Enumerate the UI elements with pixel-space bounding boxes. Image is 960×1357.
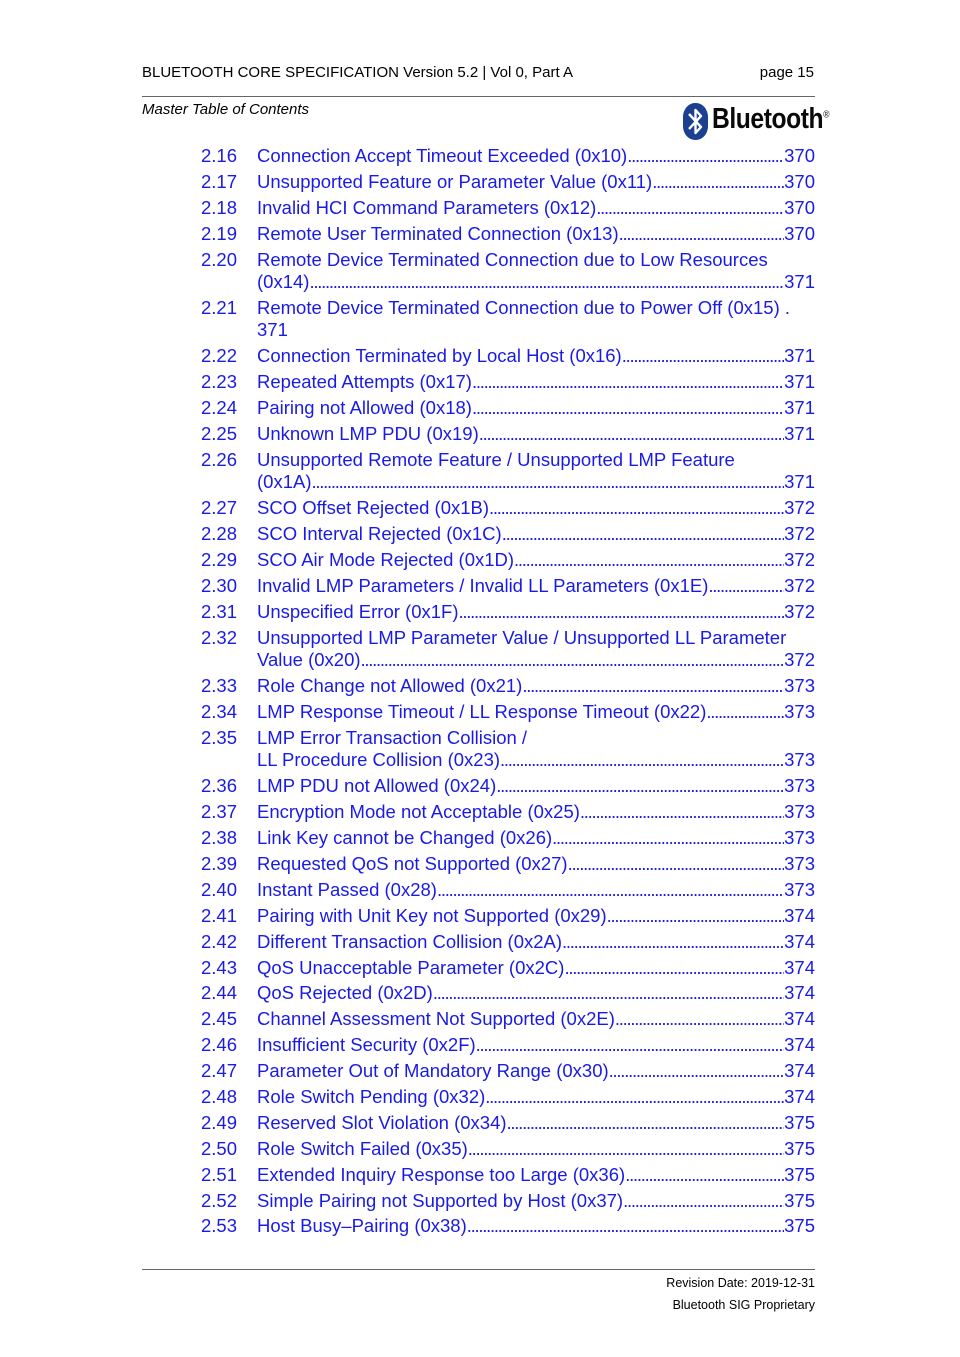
- toc-entry[interactable]: [201, 957, 815, 980]
- toc-entry-body: [257, 345, 815, 368]
- toc-dot-leader: [652, 171, 784, 194]
- toc-page-number: 374: [784, 1086, 815, 1107]
- toc-entry[interactable]: [201, 297, 815, 342]
- toc-entry[interactable]: [201, 931, 815, 954]
- toc-entry-title: Connection Accept Timeout Exceeded (0x10): [257, 145, 628, 166]
- toc-dot-leader: [622, 345, 784, 368]
- toc-entry-title: LMP Error Transaction Collision /: [257, 726, 528, 748]
- toc-entry-number: 2.24: [201, 397, 238, 419]
- toc-entry-number: 2.19: [201, 222, 238, 244]
- toc-entry-line: [257, 601, 815, 624]
- toc-entry-title: Pairing not Allowed (0x18): [257, 397, 472, 419]
- toc-dot-leader: [485, 1086, 784, 1109]
- toc-dot-leader: [479, 423, 784, 446]
- toc-entry-title: Simple Pairing not Supported by Host (0x37): [257, 1189, 624, 1211]
- toc-entry-number: 2.30: [201, 574, 238, 596]
- toc-dot-leader: [708, 575, 784, 598]
- toc-entry-number: 2.34: [201, 701, 238, 723]
- toc-dot-leader: [619, 223, 785, 246]
- toc-entry-number: 2.23: [201, 371, 238, 393]
- toc-entry[interactable]: [201, 853, 815, 876]
- toc-entry[interactable]: [201, 1086, 815, 1109]
- toc-entry-line: [257, 523, 815, 546]
- toc-dot-leader: [580, 801, 784, 824]
- table-of-contents: [201, 145, 815, 1241]
- toc-page-number: 375: [784, 1215, 815, 1237]
- toc-entry-number: 2.39: [201, 852, 238, 874]
- toc-entry-line: [257, 397, 815, 420]
- toc-entry-line: [257, 801, 815, 824]
- toc-entry-title: SCO Air Mode Rejected (0x1D): [257, 549, 515, 571]
- toc-entry-line: [257, 449, 815, 472]
- toc-entry-body: [257, 775, 815, 798]
- toc-page-number: 371: [784, 397, 815, 419]
- toc-entry-number: 2.32: [201, 626, 238, 648]
- toc-dot-leader: [489, 497, 784, 520]
- toc-entry-title: Parameter Out of Mandatory Range (0x30): [257, 1060, 609, 1082]
- toc-entry-title: Pairing with Unit Key not Supported (0x29): [257, 904, 607, 926]
- toc-entry[interactable]: [201, 1060, 815, 1083]
- toc-page-number: 373: [784, 775, 815, 797]
- toc-entry-line: [257, 345, 815, 368]
- toc-page-number: 375: [784, 1163, 815, 1185]
- toc-dot-leader: [706, 701, 784, 724]
- toc-entry-line: [257, 145, 815, 168]
- toc-entry-title: Host Busy–Pairing (0x38): [257, 1215, 467, 1237]
- toc-entry-number: 2.26: [201, 448, 238, 470]
- toc-entry-title: Requested QoS not Supported (0x27): [257, 852, 568, 874]
- toc-entry[interactable]: [201, 1112, 815, 1135]
- toc-entry-line: [257, 627, 815, 650]
- toc-entry-body: [257, 727, 815, 772]
- toc-dot-leader: [522, 675, 784, 698]
- toc-entry-body: [257, 523, 815, 546]
- toc-entry-line: [257, 171, 815, 194]
- toc-entry[interactable]: [201, 827, 815, 850]
- toc-entry-title: Instant Passed (0x28): [257, 878, 437, 900]
- toc-page-number: 374: [784, 1060, 815, 1082]
- toc-entry[interactable]: [201, 982, 815, 1005]
- revision-date: Revision Date: 2019-12-31: [666, 1276, 815, 1290]
- toc-entry-number: 2.20: [201, 248, 238, 270]
- toc-page-number: 371: [784, 345, 815, 367]
- toc-entry-title: 371: [257, 319, 288, 341]
- toc-page-number: 375: [784, 1189, 815, 1211]
- toc-page-number: 373: [784, 801, 815, 823]
- toc-entry-line: [257, 957, 815, 980]
- toc-entry-body: [257, 1215, 815, 1238]
- toc-page-number: 372: [784, 523, 815, 545]
- toc-dot-leader: [609, 1060, 784, 1083]
- toc-entry[interactable]: [201, 801, 815, 824]
- toc-entry-number: 2.38: [201, 827, 238, 849]
- toc-entry-title: Encryption Mode not Acceptable (0x25): [257, 801, 580, 823]
- toc-entry[interactable]: [201, 423, 815, 446]
- toc-entry-number: 2.42: [201, 930, 238, 952]
- toc-entry-number: 2.49: [201, 1111, 238, 1133]
- toc-entry-body: [257, 297, 815, 342]
- toc-entry-line: [257, 749, 815, 772]
- toc-entry[interactable]: [201, 397, 815, 420]
- toc-entry-number: 2.22: [201, 345, 238, 367]
- toc-entry-number: 2.28: [201, 523, 238, 545]
- toc-entry[interactable]: [201, 601, 815, 624]
- toc-entry-title: Extended Inquiry Response too Large (0x36): [257, 1163, 626, 1185]
- toc-entry-number: 2.29: [201, 549, 238, 571]
- toc-page-number: 373: [784, 852, 815, 874]
- toc-page-number: 371: [784, 271, 815, 293]
- toc-entry-title: LMP Response Timeout / LL Response Timeout (0x22): [257, 701, 707, 723]
- toc-entry-title: SCO Interval Rejected (0x1C): [257, 523, 502, 545]
- toc-entry-body: [257, 1060, 815, 1083]
- toc-entry-title: Unsupported Feature or Parameter Value (0x11): [257, 170, 653, 192]
- toc-page-number: 370: [784, 222, 815, 244]
- toc-dot-leader: [467, 1215, 784, 1238]
- toc-page-number: 374: [784, 982, 815, 1004]
- toc-dot-leader: [607, 905, 784, 928]
- toc-entry-title: QoS Unacceptable Parameter (0x2C): [257, 956, 565, 978]
- toc-entry-line: [257, 223, 815, 246]
- toc-entry-body: [257, 397, 815, 420]
- toc-entry-number: 2.41: [201, 904, 238, 926]
- toc-entry-title: Repeated Attempts (0x17): [257, 371, 472, 393]
- toc-dot-leader: [468, 1138, 784, 1161]
- toc-entry[interactable]: [201, 1190, 815, 1213]
- toc-entry-body: [257, 1112, 815, 1135]
- toc-dot-leader: [568, 853, 785, 876]
- toc-entry-line: [257, 905, 815, 928]
- toc-dot-leader: [459, 601, 785, 624]
- toc-entry-line: [257, 1086, 815, 1109]
- toc-entry-line: [257, 423, 815, 446]
- toc-entry-body: [257, 879, 815, 902]
- toc-entry-body: [257, 223, 815, 246]
- toc-entry-body: [257, 1086, 815, 1109]
- toc-entry-number: 2.21: [201, 296, 238, 318]
- toc-entry-title: Invalid HCI Command Parameters (0x12): [257, 196, 597, 218]
- toc-dot-leader: [433, 982, 784, 1005]
- toc-entry-number: 2.33: [201, 675, 238, 697]
- toc-entry[interactable]: [201, 1215, 815, 1238]
- toc-page-number: 371: [784, 471, 815, 493]
- toc-entry-line: [257, 879, 815, 902]
- toc-dot-leader: [309, 271, 784, 294]
- toc-entry-number: 2.47: [201, 1060, 238, 1082]
- toc-page-number: 373: [784, 701, 815, 723]
- toc-dot-leader: [564, 957, 784, 980]
- toc-entry-number: 2.37: [201, 801, 238, 823]
- toc-entry-title: Insufficient Security (0x2F): [257, 1034, 476, 1056]
- proprietary-notice: Bluetooth SIG Proprietary: [672, 1298, 815, 1312]
- toc-page-number: 374: [784, 1008, 815, 1030]
- toc-page-number: 373: [784, 827, 815, 849]
- toc-entry-line: [257, 271, 815, 294]
- toc-dot-leader: [500, 749, 784, 772]
- toc-page-number: 374: [784, 1034, 815, 1056]
- toc-entry-title: Role Switch Failed (0x35): [257, 1137, 468, 1159]
- toc-entry-body: [257, 601, 815, 624]
- toc-entry-body: [257, 827, 815, 850]
- toc-entry-title: (0x14): [257, 271, 310, 293]
- toc-entry-line: [257, 371, 815, 394]
- toc-entry-body: [257, 1034, 815, 1057]
- toc-entry-line: [257, 1138, 815, 1161]
- toc-entry-line: [257, 649, 815, 672]
- toc-entry[interactable]: [201, 145, 815, 168]
- toc-dot-leader: [476, 1034, 784, 1057]
- toc-entry-line: [257, 727, 815, 750]
- document-title: BLUETOOTH CORE SPECIFICATION Version 5.2 | Vol 0, Part A: [142, 64, 573, 81]
- toc-entry-number: 2.36: [201, 775, 238, 797]
- toc-entry-line: [257, 575, 815, 598]
- toc-entry-title: Remote User Terminated Connection (0x13): [257, 222, 619, 244]
- toc-entry-body: [257, 145, 815, 168]
- toc-entry-title: Role Change not Allowed (0x21): [257, 675, 523, 697]
- toc-page-number: 372: [784, 600, 815, 622]
- toc-entry-line: [257, 827, 815, 850]
- toc-page-number: 372: [784, 549, 815, 571]
- toc-dot-leader: [312, 471, 785, 494]
- toc-dot-leader: [562, 931, 784, 954]
- toc-dot-leader: [472, 371, 784, 394]
- toc-dot-leader: [623, 1190, 784, 1213]
- toc-entry-line: [257, 549, 815, 572]
- toc-entry-line: [257, 1164, 815, 1187]
- toc-entry[interactable]: [201, 1034, 815, 1057]
- toc-entry-number: 2.16: [201, 145, 238, 166]
- toc-entry-line: [257, 197, 815, 220]
- toc-entry-line: [257, 1215, 815, 1238]
- toc-entry[interactable]: [201, 905, 815, 928]
- toc-entry-body: [257, 627, 815, 672]
- toc-dot-leader: [507, 1112, 785, 1135]
- toc-entry-number: 2.45: [201, 1008, 238, 1030]
- toc-entry-title: Different Transaction Collision (0x2A): [257, 930, 563, 952]
- toc-entry-body: [257, 905, 815, 928]
- toc-entry-number: 2.27: [201, 497, 238, 519]
- toc-page-number: 371: [784, 423, 815, 445]
- toc-entry[interactable]: [201, 249, 815, 294]
- bluetooth-logo: [683, 103, 830, 141]
- toc-entry-number: 2.53: [201, 1215, 238, 1237]
- toc-page-number: 375: [784, 1111, 815, 1133]
- toc-entry-line: [257, 297, 815, 320]
- toc-page-number: 375: [784, 1137, 815, 1159]
- toc-entry-number: 2.43: [201, 956, 238, 978]
- toc-entry-number: 2.50: [201, 1137, 238, 1159]
- section-label: Master Table of Contents: [142, 101, 310, 118]
- toc-entry-body: [257, 982, 815, 1005]
- toc-entry[interactable]: [201, 1164, 815, 1187]
- toc-entry[interactable]: [201, 497, 815, 520]
- toc-entry-number: 2.48: [201, 1086, 238, 1107]
- toc-entry-body: [257, 497, 815, 520]
- toc-entry[interactable]: [201, 879, 815, 902]
- toc-entry[interactable]: [201, 575, 815, 598]
- toc-entry-title: (0x1A): [257, 471, 312, 493]
- toc-entry-line: [257, 931, 815, 954]
- toc-entry[interactable]: [201, 627, 815, 672]
- toc-entry-number: 2.18: [201, 196, 238, 218]
- toc-entry-title: Channel Assessment Not Supported (0x2E): [257, 1008, 615, 1030]
- toc-entry-line: [257, 471, 815, 494]
- toc-entry-line: [257, 675, 815, 698]
- toc-entry-line: [257, 853, 815, 876]
- toc-entry[interactable]: [201, 345, 815, 368]
- toc-entry-body: [257, 171, 815, 194]
- toc-entry-title: Unsupported LMP Parameter Value / Unsupported LL Parameter: [257, 626, 787, 648]
- toc-entry-title: Unsupported Remote Feature / Unsupported LMP Feature: [257, 448, 735, 470]
- toc-entry-body: [257, 1190, 815, 1213]
- toc-page-number: 374: [784, 930, 815, 952]
- toc-entry[interactable]: [201, 449, 815, 494]
- toc-entry-body: [257, 931, 815, 954]
- toc-entry-body: [257, 575, 815, 598]
- toc-page-number: 372: [784, 497, 815, 519]
- toc-entry-line: [257, 982, 815, 1005]
- toc-entry-number: 2.46: [201, 1034, 238, 1056]
- toc-entry-body: [257, 249, 815, 294]
- toc-page-number: 370: [784, 196, 815, 218]
- toc-dot-leader: [361, 649, 785, 672]
- toc-entry-title: LMP PDU not Allowed (0x24): [257, 775, 497, 797]
- toc-entry-number: 2.31: [201, 600, 238, 622]
- toc-entry-number: 2.44: [201, 982, 238, 1004]
- toc-entry-title: QoS Rejected (0x2D): [257, 982, 433, 1004]
- toc-entry-body: [257, 1164, 815, 1187]
- toc-entry-body: [257, 957, 815, 980]
- toc-page-number: 373: [784, 878, 815, 900]
- toc-entry[interactable]: [201, 701, 815, 724]
- toc-entry[interactable]: [201, 727, 815, 772]
- header-divider: [142, 96, 815, 97]
- toc-entry-body: [257, 801, 815, 824]
- bluetooth-rune-icon: [683, 103, 708, 140]
- toc-entry[interactable]: [201, 371, 815, 394]
- toc-page-number: 374: [784, 956, 815, 978]
- toc-page-number: 374: [784, 904, 815, 926]
- toc-dot-leader: [625, 1164, 784, 1187]
- toc-page-number: 371: [784, 371, 815, 393]
- toc-entry-line: [257, 249, 815, 272]
- toc-entry-body: [257, 449, 815, 494]
- toc-page-number: 373: [784, 675, 815, 697]
- toc-dot-leader: [552, 827, 784, 850]
- toc-entry-body: [257, 701, 815, 724]
- toc-entry-title: Remote Device Terminated Connection due to Low Resources: [257, 248, 768, 270]
- toc-page-number: 370: [784, 170, 815, 192]
- toc-entry-line: [257, 497, 815, 520]
- toc-entry-line: [257, 1190, 815, 1213]
- toc-entry[interactable]: [201, 223, 815, 246]
- toc-dot-leader: [615, 1008, 784, 1031]
- page-number: page 15: [759, 64, 814, 81]
- toc-entry-title: Unknown LMP PDU (0x19): [257, 423, 479, 445]
- toc-entry-title: SCO Offset Rejected (0x1B): [257, 497, 490, 519]
- toc-entry-line: [257, 319, 815, 342]
- toc-dot-leader: [596, 197, 784, 220]
- toc-entry[interactable]: [201, 1008, 815, 1031]
- toc-entry-line: [257, 775, 815, 798]
- toc-entry-line: [257, 1034, 815, 1057]
- toc-dot-leader: [627, 145, 784, 168]
- toc-entry[interactable]: [201, 171, 815, 194]
- footer-divider: [142, 1269, 815, 1270]
- toc-entry-line: [257, 1008, 815, 1031]
- toc-entry-title: Value (0x20): [257, 649, 361, 671]
- toc-entry-title: Reserved Slot Violation (0x34): [257, 1111, 507, 1133]
- toc-entry[interactable]: [201, 197, 815, 220]
- toc-entry-number: 2.51: [201, 1163, 238, 1185]
- toc-entry-number: 2.52: [201, 1189, 238, 1211]
- toc-dot-leader: [502, 523, 784, 546]
- toc-entry-title: Remote Device Terminated Connection due to Power Off (0x15) .: [257, 296, 791, 318]
- toc-entry-body: [257, 1138, 815, 1161]
- toc-page-number: 372: [784, 649, 815, 671]
- toc-entry[interactable]: [201, 775, 815, 798]
- toc-dot-leader: [514, 549, 784, 572]
- toc-entry-line: [257, 1112, 815, 1135]
- toc-page-number: 373: [784, 749, 815, 771]
- toc-entry-body: [257, 423, 815, 446]
- toc-entry-body: [257, 675, 815, 698]
- toc-entry-title: Connection Terminated by Local Host (0x16): [257, 345, 622, 367]
- toc-entry-body: [257, 1008, 815, 1031]
- toc-entry-title: Role Switch Pending (0x32): [257, 1086, 486, 1107]
- toc-entry[interactable]: [201, 523, 815, 546]
- toc-dot-leader: [496, 775, 784, 798]
- toc-entry[interactable]: [201, 675, 815, 698]
- toc-page-number: 372: [784, 574, 815, 596]
- toc-entry-number: 2.40: [201, 878, 238, 900]
- toc-dot-leader: [437, 879, 784, 902]
- toc-entry-number: 2.35: [201, 726, 238, 748]
- toc-entry[interactable]: [201, 549, 815, 572]
- toc-entry-title: Unspecified Error (0x1F): [257, 600, 459, 622]
- toc-entry-body: [257, 197, 815, 220]
- toc-entry-body: [257, 549, 815, 572]
- bluetooth-wordmark: Bluetooth®: [712, 103, 830, 135]
- toc-entry-number: 2.17: [201, 170, 238, 192]
- toc-page-number: 370: [784, 145, 815, 166]
- toc-entry-body: [257, 371, 815, 394]
- toc-entry[interactable]: [201, 1138, 815, 1161]
- toc-entry-title: Invalid LMP Parameters / Invalid LL Parameters (0x1E): [257, 574, 709, 596]
- toc-entry-line: [257, 1060, 815, 1083]
- toc-entry-body: [257, 853, 815, 876]
- toc-entry-title: LL Procedure Collision (0x23): [257, 749, 501, 771]
- toc-dot-leader: [472, 397, 784, 420]
- toc-entry-number: 2.25: [201, 423, 238, 445]
- toc-entry-title: Link Key cannot be Changed (0x26): [257, 827, 553, 849]
- toc-entry-line: [257, 701, 815, 724]
